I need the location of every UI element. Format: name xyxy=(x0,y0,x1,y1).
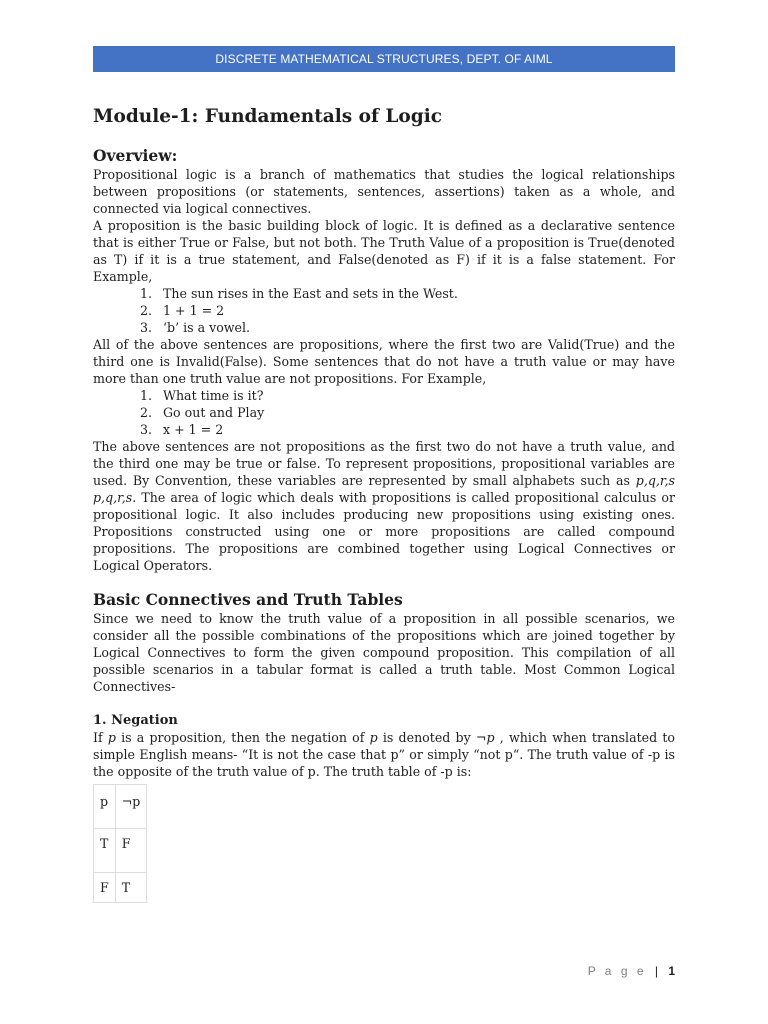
list-item xyxy=(93,302,675,319)
page-separator: | xyxy=(654,964,658,978)
list-item-text: What time is it? xyxy=(163,388,264,403)
propositional-variables: p,q,r,s p,q,r,s xyxy=(93,473,675,505)
table-row xyxy=(94,829,147,873)
variable-not-p: ¬p xyxy=(475,730,495,745)
paragraph-text: . The area of logic which deals with propositions is called propositional calculus or propositional logic. It also includes producing new propositions using existing ones. Propositions constructed using one or more propositions are called compound propositions. The propositions are combined together using Logical Connectives or Logical Operators. xyxy=(93,490,675,573)
list-item xyxy=(93,404,675,421)
paragraph-text: is denoted by xyxy=(377,730,476,745)
module-title: Module-1: Fundamentals of Logic xyxy=(93,106,442,127)
table-cell: T xyxy=(94,829,116,873)
list-item-number: 1. xyxy=(140,286,153,301)
table-cell: T xyxy=(115,873,147,903)
list-item-number: 2. xyxy=(140,405,153,420)
list-item xyxy=(93,387,675,404)
paragraph-text: is a proposition, then the negation of xyxy=(115,730,370,745)
list-item-number: 1. xyxy=(140,388,153,403)
list-item-number: 3. xyxy=(140,422,153,437)
proposition-examples-list xyxy=(93,285,675,336)
table-header-cell: ¬p xyxy=(115,785,147,829)
connectives-heading: Basic Connectives and Truth Tables xyxy=(93,590,403,609)
list-item xyxy=(93,319,675,336)
page-footer xyxy=(588,964,675,978)
list-item-text: 1 + 1 = 2 xyxy=(163,303,225,318)
list-item xyxy=(93,421,675,438)
negation-heading: 1. Negation xyxy=(93,713,178,728)
overview-paragraph-1: Propositional logic is a branch of mathematics that studies the logical relationships between propositions (or statements, sentences, assertions) taken as a whole, and connected via logical connectives. xyxy=(93,167,675,216)
list-item-text: ‘b’ is a vowel. xyxy=(163,320,251,335)
list-item xyxy=(93,285,675,302)
paragraph-text: The above sentences are not propositions as the first two do not have a truth value, and the third one may be true or false. To represent propositions, propositional variables are used. By Convention, these variables are represented by small alphabets such as xyxy=(93,439,675,488)
table-row xyxy=(94,873,147,903)
table-cell: F xyxy=(94,873,116,903)
paragraph-text: If xyxy=(93,730,108,745)
list-item-number: 3. xyxy=(140,320,153,335)
overview-paragraph-3: All of the above sentences are propositions, where the first two are Valid(True) and the third one is Invalid(False). Some sentences that do not have a truth value or may have more than one truth value are not propositions. For Example, xyxy=(93,337,675,386)
table-cell: F xyxy=(115,829,147,873)
table-header-cell: p xyxy=(94,785,116,829)
connectives-paragraph: Since we need to know the truth value of a proposition in all possible scenarios, we consider all the possible combinations of the propositions which are joined together by Logical Connectives to form the given compound proposition. This compilation of all possible scenarios in a tabular format is called a truth table. Most Common Logical Connectives- xyxy=(93,611,675,694)
page-content xyxy=(93,104,675,903)
table-header-row xyxy=(94,785,147,829)
overview-paragraph-4 xyxy=(93,438,675,574)
paragraph-text: , which when translated to simple English means- “It is not the case that p” or simply “not p“. The truth value of -p is the opposite of the truth value of p. The truth table of -p is: xyxy=(93,730,675,779)
document-header xyxy=(93,46,675,72)
page-label: P a g e xyxy=(587,964,647,978)
overview-heading: Overview: xyxy=(93,146,178,165)
list-item-text: The sun rises in the East and sets in the West. xyxy=(163,286,458,301)
overview-paragraph-2: A proposition is the basic building block of logic. It is defined as a declarative sentence that is either True or False, but not both. The Truth Value of a proposition is True(denoted as T) if it is a true statement, and False(denoted as F) if it is a false statement. For Example, xyxy=(93,218,675,284)
non-proposition-examples-list xyxy=(93,387,675,438)
header-title: DISCRETE MATHEMATICAL STRUCTURES, DEPT. OF AIML xyxy=(215,52,553,66)
variable-p: p xyxy=(107,730,116,745)
list-item-number: 2. xyxy=(140,303,153,318)
negation-truth-table xyxy=(93,784,147,903)
negation-paragraph xyxy=(93,729,675,780)
variable-p: p xyxy=(369,730,378,745)
list-item-text: Go out and Play xyxy=(163,405,265,420)
page-number: 1 xyxy=(668,964,675,978)
list-item-text: x + 1 = 2 xyxy=(163,422,224,437)
